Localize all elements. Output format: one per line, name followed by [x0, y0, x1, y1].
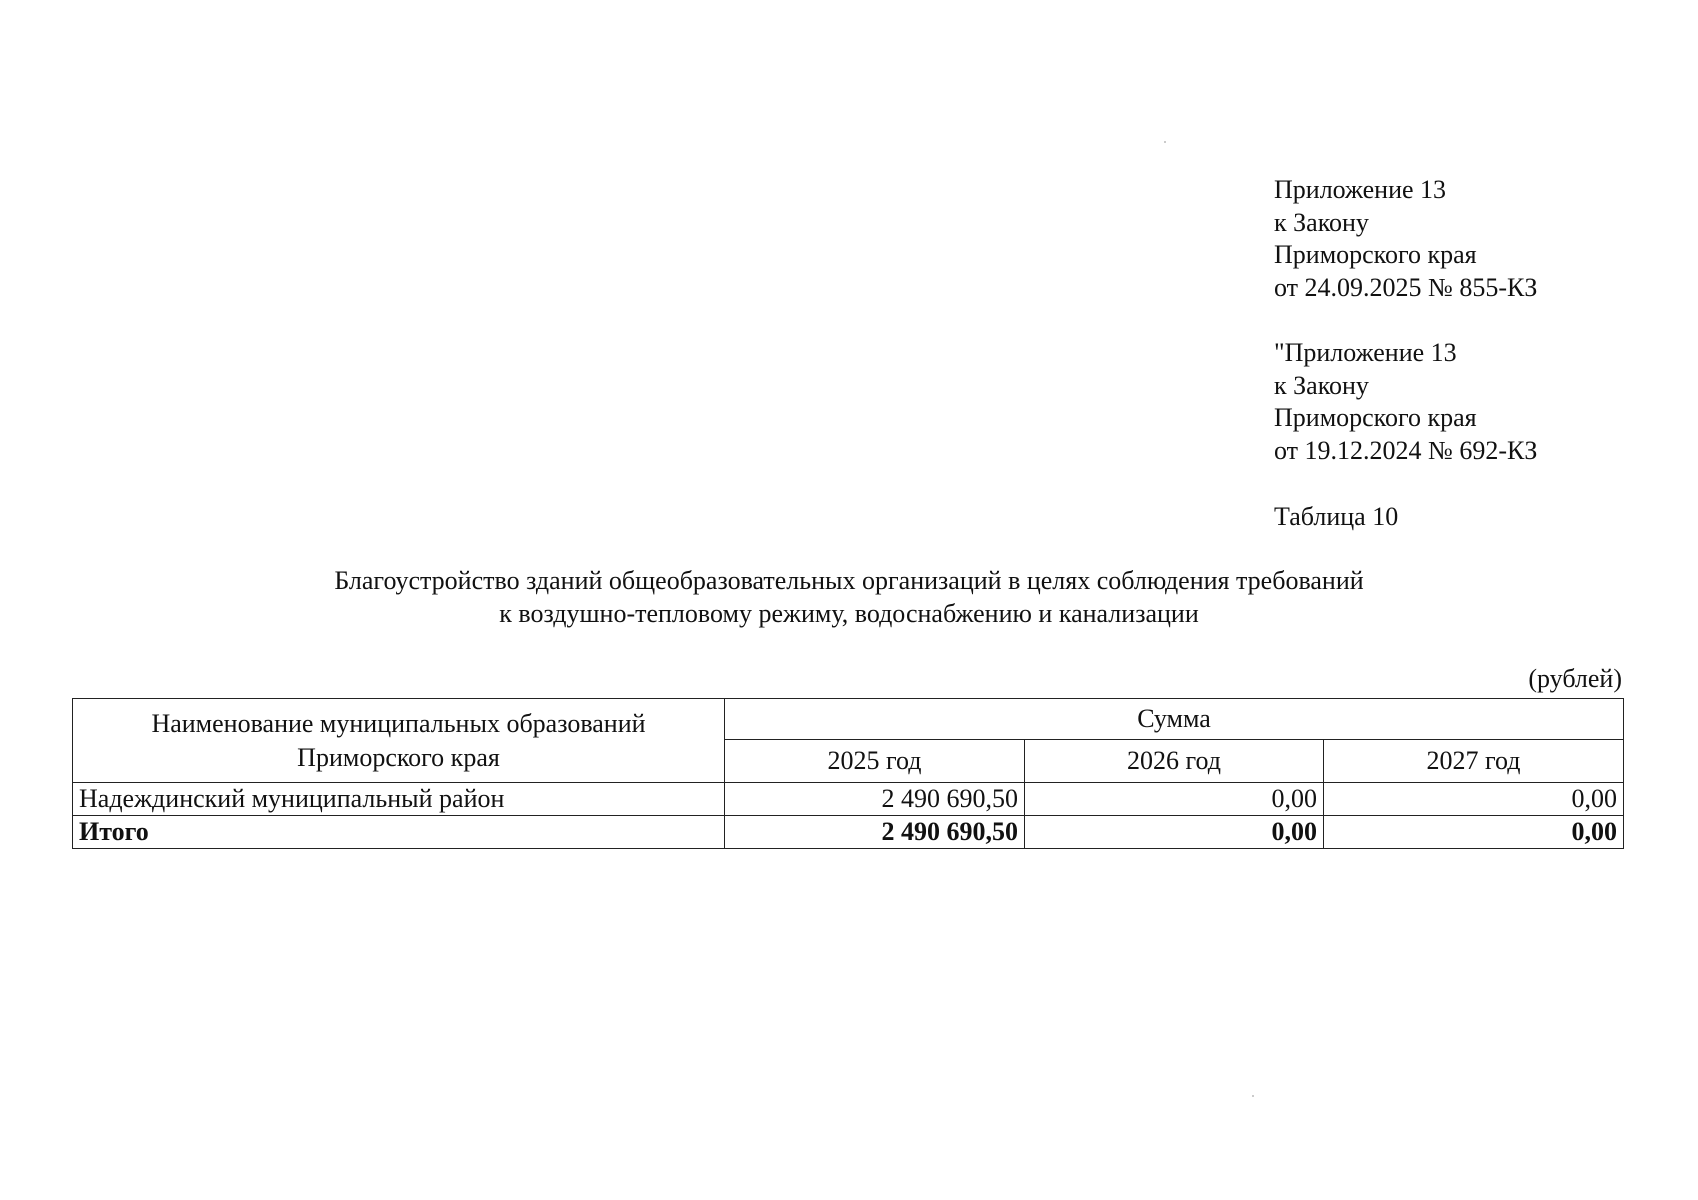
annex-line: от 24.09.2025 № 855-КЗ: [1274, 272, 1538, 302]
budget-table: [72, 698, 1624, 849]
total-label-cell: Итого: [73, 816, 725, 849]
total-amount-cell: 0,00: [1025, 816, 1324, 849]
sum-column-header: Сумма: [725, 699, 1624, 740]
document-title: [0, 565, 1698, 630]
annex-line: от 19.12.2024 № 692-КЗ: [1274, 435, 1538, 465]
header-line-1: Наименование муниципальных образований: [151, 708, 646, 738]
scan-speck: [1252, 1095, 1254, 1097]
total-row: [73, 816, 1624, 849]
annex-line: Приморского края: [1274, 403, 1477, 432]
title-line-1: Благоустройство зданий общеобразовательных организаций в целях соблюдения требований: [334, 566, 1364, 595]
units-label: (рублей): [1528, 664, 1622, 693]
table-number: Таблица 10: [1274, 502, 1399, 531]
title-line-2: к воздушно-тепловому режиму, водоснабжению и канализации: [499, 598, 1199, 628]
annex-line: Приложение 13: [1274, 175, 1447, 204]
year-column-header: 2027 год: [1324, 740, 1624, 783]
header-line-2: Приморского края: [297, 742, 500, 772]
annex-line: к Закону: [1274, 370, 1369, 400]
municipality-name-cell: Надеждинский муниципальный район: [73, 783, 725, 816]
total-amount-cell: 0,00: [1324, 816, 1624, 849]
year-column-header: 2026 год: [1025, 740, 1324, 783]
annex-line: Приморского края: [1274, 240, 1477, 269]
table-header-row: [73, 699, 1624, 740]
total-amount-cell: 2 490 690,50: [725, 816, 1025, 849]
annex-line: "Приложение 13: [1274, 338, 1457, 367]
year-column-header: 2025 год: [725, 740, 1025, 783]
annex-original-reference: [1274, 337, 1537, 467]
scan-speck: [1164, 141, 1166, 143]
annex-current-reference: [1274, 174, 1537, 304]
amount-cell: 2 490 690,50: [725, 783, 1025, 816]
amount-cell: 0,00: [1025, 783, 1324, 816]
annex-line: к Закону: [1274, 207, 1369, 237]
table-row: [73, 783, 1624, 816]
amount-cell: 0,00: [1324, 783, 1624, 816]
municipality-column-header: [73, 699, 725, 783]
